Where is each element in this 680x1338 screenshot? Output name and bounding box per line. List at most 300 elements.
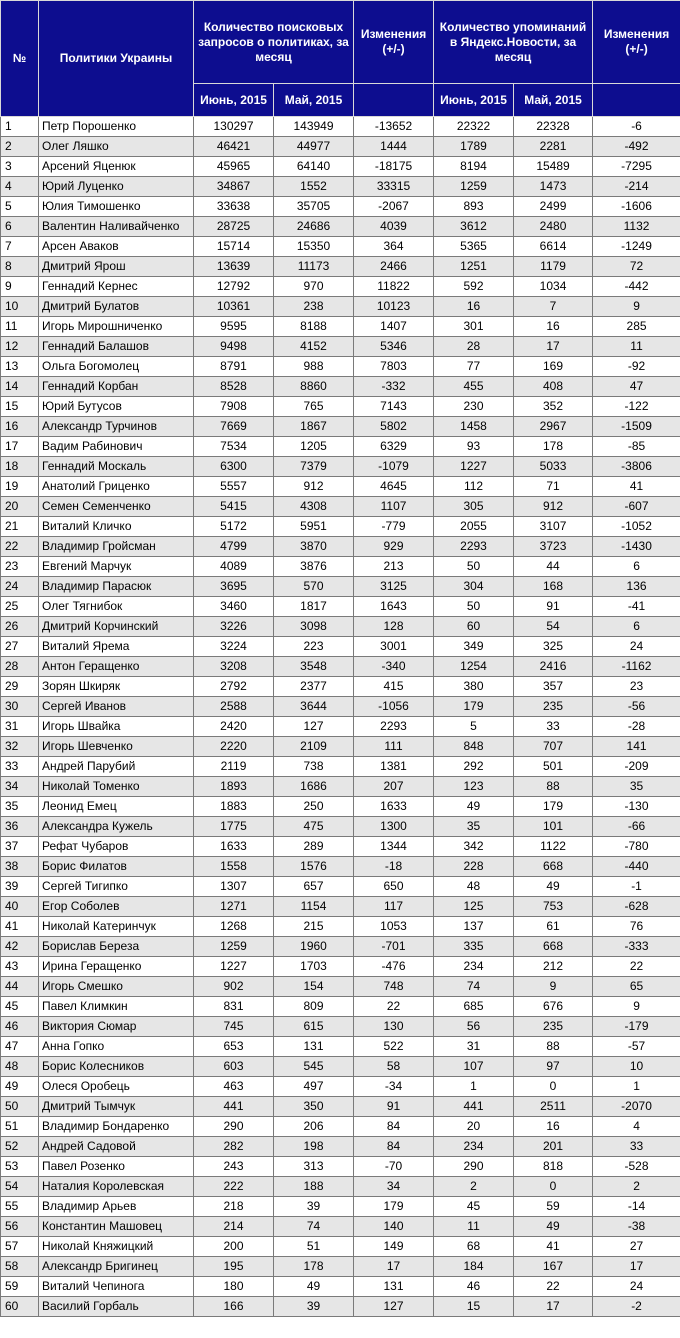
cell-search-may: 127 — [274, 717, 354, 737]
cell-rank: 3 — [1, 157, 39, 177]
header-search-june: Июнь, 2015 — [194, 84, 274, 117]
cell-search-june: 745 — [194, 1017, 274, 1037]
cell-news-may: 676 — [514, 997, 593, 1017]
cell-news-may: 2511 — [514, 1097, 593, 1117]
cell-rank: 41 — [1, 917, 39, 937]
cell-news-june: 1254 — [434, 657, 514, 677]
cell-news-change: 23 — [593, 677, 680, 697]
cell-news-may: 668 — [514, 937, 593, 957]
cell-news-june: 45 — [434, 1197, 514, 1217]
cell-search-june: 10361 — [194, 297, 274, 317]
header-politicians: Политики Украины — [39, 1, 194, 117]
cell-search-june: 463 — [194, 1077, 274, 1097]
cell-news-change: -1430 — [593, 537, 680, 557]
cell-news-may: 61 — [514, 917, 593, 937]
table-row — [1, 1257, 680, 1277]
cell-news-may: 2480 — [514, 217, 593, 237]
table-row — [1, 357, 680, 377]
cell-news-change: -628 — [593, 897, 680, 917]
cell-search-change: 207 — [354, 777, 434, 797]
cell-search-change: -2067 — [354, 197, 434, 217]
cell-search-june: 7669 — [194, 417, 274, 437]
cell-news-june: 592 — [434, 277, 514, 297]
cell-rank: 37 — [1, 837, 39, 857]
cell-search-june: 6300 — [194, 457, 274, 477]
cell-politician-name: Игорь Мирошниченко — [39, 317, 194, 337]
cell-rank: 2 — [1, 137, 39, 157]
table-row — [1, 157, 680, 177]
cell-news-june: 5365 — [434, 237, 514, 257]
cell-politician-name: Василий Горбаль — [39, 1297, 194, 1317]
table-row — [1, 1217, 680, 1237]
cell-politician-name: Дмитрий Ярош — [39, 257, 194, 277]
cell-search-change: 131 — [354, 1277, 434, 1297]
cell-search-change: 58 — [354, 1057, 434, 1077]
table-row — [1, 837, 680, 857]
cell-news-may: 33 — [514, 717, 593, 737]
cell-search-june: 33638 — [194, 197, 274, 217]
cell-search-may: 39 — [274, 1197, 354, 1217]
cell-search-may: 51 — [274, 1237, 354, 1257]
cell-politician-name: Геннадий Кернес — [39, 277, 194, 297]
cell-news-june: 848 — [434, 737, 514, 757]
header-news-change: Изменения (+/-) — [593, 1, 680, 84]
cell-politician-name: Олег Ляшко — [39, 137, 194, 157]
cell-search-june: 2420 — [194, 717, 274, 737]
cell-news-may: 44 — [514, 557, 593, 577]
cell-news-change: -3806 — [593, 457, 680, 477]
cell-news-june: 74 — [434, 977, 514, 997]
table-row — [1, 917, 680, 937]
cell-news-june: 1259 — [434, 177, 514, 197]
cell-search-may: 1703 — [274, 957, 354, 977]
cell-news-may: 22 — [514, 1277, 593, 1297]
cell-politician-name: Игорь Швайка — [39, 717, 194, 737]
cell-search-may: 765 — [274, 397, 354, 417]
table-row — [1, 377, 680, 397]
cell-news-change: -1606 — [593, 197, 680, 217]
cell-news-june: 48 — [434, 877, 514, 897]
cell-politician-name: Владимир Гройсман — [39, 537, 194, 557]
cell-news-june: 16 — [434, 297, 514, 317]
cell-news-may: 352 — [514, 397, 593, 417]
cell-rank: 59 — [1, 1277, 39, 1297]
cell-politician-name: Владимир Парасюк — [39, 577, 194, 597]
cell-search-change: 34 — [354, 1177, 434, 1197]
cell-news-june: 304 — [434, 577, 514, 597]
header-search-may: Май, 2015 — [274, 84, 354, 117]
cell-rank: 50 — [1, 1097, 39, 1117]
table-row — [1, 877, 680, 897]
cell-news-may: 0 — [514, 1177, 593, 1197]
cell-rank: 39 — [1, 877, 39, 897]
cell-search-may: 970 — [274, 277, 354, 297]
cell-news-june: 56 — [434, 1017, 514, 1037]
cell-search-change: 130 — [354, 1017, 434, 1037]
cell-search-june: 902 — [194, 977, 274, 997]
header-search-change: Изменения (+/-) — [354, 1, 434, 84]
header-news-mentions: Количество упоминаний в Яндекс.Новости, за месяц — [434, 1, 593, 84]
cell-politician-name: Олег Тягнибок — [39, 597, 194, 617]
cell-search-may: 2109 — [274, 737, 354, 757]
cell-search-may: 1205 — [274, 437, 354, 457]
cell-search-june: 1259 — [194, 937, 274, 957]
cell-news-may: 9 — [514, 977, 593, 997]
cell-search-change: 91 — [354, 1097, 434, 1117]
table-row — [1, 937, 680, 957]
cell-politician-name: Борис Колесников — [39, 1057, 194, 1077]
cell-rank: 51 — [1, 1117, 39, 1137]
cell-news-may: 167 — [514, 1257, 593, 1277]
cell-search-may: 74 — [274, 1217, 354, 1237]
cell-search-may: 570 — [274, 577, 354, 597]
cell-news-may: 17 — [514, 1297, 593, 1317]
cell-search-may: 49 — [274, 1277, 354, 1297]
cell-search-may: 24686 — [274, 217, 354, 237]
cell-search-change: -70 — [354, 1157, 434, 1177]
cell-news-may: 818 — [514, 1157, 593, 1177]
cell-search-june: 1268 — [194, 917, 274, 937]
cell-politician-name: Дмитрий Тымчук — [39, 1097, 194, 1117]
cell-news-may: 235 — [514, 1017, 593, 1037]
cell-news-june: 137 — [434, 917, 514, 937]
cell-news-change: -130 — [593, 797, 680, 817]
cell-search-june: 1893 — [194, 777, 274, 797]
table-row — [1, 997, 680, 1017]
header-news-may: Май, 2015 — [514, 84, 593, 117]
table-row — [1, 317, 680, 337]
cell-rank: 38 — [1, 857, 39, 877]
cell-search-change: 2466 — [354, 257, 434, 277]
cell-news-change: 6 — [593, 557, 680, 577]
cell-news-june: 441 — [434, 1097, 514, 1117]
cell-news-change: -2070 — [593, 1097, 680, 1117]
cell-search-may: 1576 — [274, 857, 354, 877]
cell-politician-name: Олеся Оробець — [39, 1077, 194, 1097]
cell-news-change: -1249 — [593, 237, 680, 257]
cell-rank: 25 — [1, 597, 39, 617]
cell-news-change: 11 — [593, 337, 680, 357]
cell-news-may: 16 — [514, 1117, 593, 1137]
header-num: № — [1, 1, 39, 117]
cell-news-change: 9 — [593, 997, 680, 1017]
cell-rank: 1 — [1, 117, 39, 137]
cell-rank: 53 — [1, 1157, 39, 1177]
cell-news-june: 455 — [434, 377, 514, 397]
cell-politician-name: Владимир Арьев — [39, 1197, 194, 1217]
cell-search-may: 188 — [274, 1177, 354, 1197]
cell-news-may: 501 — [514, 757, 593, 777]
cell-search-change: 213 — [354, 557, 434, 577]
cell-news-june: 301 — [434, 317, 514, 337]
cell-search-june: 3224 — [194, 637, 274, 657]
cell-news-june: 77 — [434, 357, 514, 377]
cell-search-june: 2588 — [194, 697, 274, 717]
cell-news-june: 11 — [434, 1217, 514, 1237]
cell-rank: 56 — [1, 1217, 39, 1237]
cell-search-change: 6329 — [354, 437, 434, 457]
cell-news-june: 342 — [434, 837, 514, 857]
cell-news-june: 335 — [434, 937, 514, 957]
cell-news-may: 408 — [514, 377, 593, 397]
cell-politician-name: Игорь Смешко — [39, 977, 194, 997]
cell-search-may: 178 — [274, 1257, 354, 1277]
cell-search-change: -332 — [354, 377, 434, 397]
cell-search-change: 7143 — [354, 397, 434, 417]
cell-news-june: 234 — [434, 1137, 514, 1157]
cell-news-change: 27 — [593, 1237, 680, 1257]
cell-news-may: 49 — [514, 1217, 593, 1237]
cell-search-change: 5802 — [354, 417, 434, 437]
cell-news-may: 912 — [514, 497, 593, 517]
table-row — [1, 257, 680, 277]
cell-search-may: 3644 — [274, 697, 354, 717]
cell-politician-name: Леонид Емец — [39, 797, 194, 817]
cell-search-change: -701 — [354, 937, 434, 957]
table-body — [1, 117, 680, 1317]
cell-news-may: 178 — [514, 437, 593, 457]
cell-search-change: 84 — [354, 1117, 434, 1137]
cell-news-june: 46 — [434, 1277, 514, 1297]
table-row — [1, 137, 680, 157]
cell-politician-name: Николай Томенко — [39, 777, 194, 797]
cell-news-june: 22322 — [434, 117, 514, 137]
cell-search-may: 1552 — [274, 177, 354, 197]
cell-news-change: 33 — [593, 1137, 680, 1157]
cell-search-change: 127 — [354, 1297, 434, 1317]
cell-search-change: 149 — [354, 1237, 434, 1257]
table-row — [1, 897, 680, 917]
cell-news-may: 212 — [514, 957, 593, 977]
cell-rank: 28 — [1, 657, 39, 677]
cell-politician-name: Виталий Кличко — [39, 517, 194, 537]
cell-search-may: 154 — [274, 977, 354, 997]
cell-news-change: 65 — [593, 977, 680, 997]
cell-politician-name: Борислав Береза — [39, 937, 194, 957]
cell-news-may: 357 — [514, 677, 593, 697]
cell-news-change: 1 — [593, 1077, 680, 1097]
table-row — [1, 657, 680, 677]
cell-news-change: 2 — [593, 1177, 680, 1197]
cell-news-may: 3107 — [514, 517, 593, 537]
cell-news-change: 41 — [593, 477, 680, 497]
cell-news-may: 2499 — [514, 197, 593, 217]
cell-news-june: 50 — [434, 597, 514, 617]
cell-news-change: -2 — [593, 1297, 680, 1317]
table-row — [1, 1097, 680, 1117]
cell-politician-name: Александра Кужель — [39, 817, 194, 837]
cell-politician-name: Анна Гопко — [39, 1037, 194, 1057]
cell-news-may: 1034 — [514, 277, 593, 297]
header-news-june: Июнь, 2015 — [434, 84, 514, 117]
cell-news-change: 141 — [593, 737, 680, 757]
cell-search-june: 1775 — [194, 817, 274, 837]
table-row — [1, 1177, 680, 1197]
cell-search-change: 364 — [354, 237, 434, 257]
cell-search-change: 748 — [354, 977, 434, 997]
cell-search-june: 9595 — [194, 317, 274, 337]
cell-news-may: 54 — [514, 617, 593, 637]
table-row — [1, 1057, 680, 1077]
cell-news-change: -1509 — [593, 417, 680, 437]
cell-search-may: 143949 — [274, 117, 354, 137]
cell-news-may: 668 — [514, 857, 593, 877]
cell-rank: 40 — [1, 897, 39, 917]
cell-rank: 49 — [1, 1077, 39, 1097]
cell-news-change: -1 — [593, 877, 680, 897]
cell-search-change: 128 — [354, 617, 434, 637]
table-row — [1, 637, 680, 657]
cell-news-june: 292 — [434, 757, 514, 777]
cell-search-change: 1633 — [354, 797, 434, 817]
cell-search-may: 11173 — [274, 257, 354, 277]
table-row — [1, 1277, 680, 1297]
cell-search-change: 1344 — [354, 837, 434, 857]
cell-politician-name: Павел Климкин — [39, 997, 194, 1017]
cell-search-june: 1307 — [194, 877, 274, 897]
cell-news-change: -179 — [593, 1017, 680, 1037]
cell-search-may: 1960 — [274, 937, 354, 957]
cell-search-change: 522 — [354, 1037, 434, 1057]
cell-politician-name: Юлия Тимошенко — [39, 197, 194, 217]
table-row — [1, 1137, 680, 1157]
cell-politician-name: Геннадий Корбан — [39, 377, 194, 397]
cell-search-may: 657 — [274, 877, 354, 897]
cell-search-june: 7534 — [194, 437, 274, 457]
table-row — [1, 197, 680, 217]
cell-news-may: 7 — [514, 297, 593, 317]
cell-news-change: -7295 — [593, 157, 680, 177]
cell-politician-name: Геннадий Балашов — [39, 337, 194, 357]
cell-news-change: -56 — [593, 697, 680, 717]
cell-search-may: 313 — [274, 1157, 354, 1177]
cell-news-june: 15 — [434, 1297, 514, 1317]
cell-news-change: -14 — [593, 1197, 680, 1217]
cell-search-change: -340 — [354, 657, 434, 677]
cell-search-change: 5346 — [354, 337, 434, 357]
table-row — [1, 757, 680, 777]
cell-search-may: 475 — [274, 817, 354, 837]
cell-politician-name: Наталия Королевская — [39, 1177, 194, 1197]
cell-news-change: -607 — [593, 497, 680, 517]
cell-news-change: -85 — [593, 437, 680, 457]
cell-news-june: 305 — [434, 497, 514, 517]
cell-news-change: -57 — [593, 1037, 680, 1057]
cell-search-change: 10123 — [354, 297, 434, 317]
cell-news-june: 290 — [434, 1157, 514, 1177]
cell-search-may: 350 — [274, 1097, 354, 1117]
cell-politician-name: Николай Княжицкий — [39, 1237, 194, 1257]
table-row — [1, 537, 680, 557]
cell-news-change: -28 — [593, 717, 680, 737]
cell-rank: 20 — [1, 497, 39, 517]
cell-news-may: 3723 — [514, 537, 593, 557]
cell-search-change: 111 — [354, 737, 434, 757]
cell-search-june: 214 — [194, 1217, 274, 1237]
cell-rank: 24 — [1, 577, 39, 597]
cell-search-change: 84 — [354, 1137, 434, 1157]
cell-rank: 31 — [1, 717, 39, 737]
cell-search-june: 15714 — [194, 237, 274, 257]
cell-rank: 18 — [1, 457, 39, 477]
cell-politician-name: Арсений Яценюк — [39, 157, 194, 177]
table-row — [1, 817, 680, 837]
cell-news-change: 6 — [593, 617, 680, 637]
table-row — [1, 1237, 680, 1257]
cell-news-june: 1251 — [434, 257, 514, 277]
cell-news-change: -1162 — [593, 657, 680, 677]
cell-search-change: -13652 — [354, 117, 434, 137]
cell-politician-name: Ирина Геращенко — [39, 957, 194, 977]
cell-news-change: 10 — [593, 1057, 680, 1077]
cell-news-may: 1179 — [514, 257, 593, 277]
cell-news-may: 59 — [514, 1197, 593, 1217]
cell-news-change: -1052 — [593, 517, 680, 537]
cell-search-june: 3208 — [194, 657, 274, 677]
cell-news-change: -214 — [593, 177, 680, 197]
cell-rank: 14 — [1, 377, 39, 397]
cell-news-may: 5033 — [514, 457, 593, 477]
cell-news-change: 4 — [593, 1117, 680, 1137]
cell-search-may: 988 — [274, 357, 354, 377]
cell-search-june: 2792 — [194, 677, 274, 697]
cell-search-may: 809 — [274, 997, 354, 1017]
cell-rank: 13 — [1, 357, 39, 377]
cell-politician-name: Валентин Наливайченко — [39, 217, 194, 237]
cell-search-june: 28725 — [194, 217, 274, 237]
cell-rank: 17 — [1, 437, 39, 457]
cell-search-june: 4089 — [194, 557, 274, 577]
cell-news-may: 41 — [514, 1237, 593, 1257]
cell-rank: 22 — [1, 537, 39, 557]
cell-search-may: 3876 — [274, 557, 354, 577]
cell-news-change: -38 — [593, 1217, 680, 1237]
cell-rank: 58 — [1, 1257, 39, 1277]
cell-news-june: 50 — [434, 557, 514, 577]
cell-news-may: 6614 — [514, 237, 593, 257]
cell-search-june: 3460 — [194, 597, 274, 617]
cell-news-may: 2281 — [514, 137, 593, 157]
cell-search-change: -779 — [354, 517, 434, 537]
cell-rank: 15 — [1, 397, 39, 417]
cell-news-june: 349 — [434, 637, 514, 657]
cell-search-june: 282 — [194, 1137, 274, 1157]
cell-rank: 29 — [1, 677, 39, 697]
cell-search-june: 5557 — [194, 477, 274, 497]
table-row — [1, 457, 680, 477]
cell-rank: 55 — [1, 1197, 39, 1217]
cell-news-change: 17 — [593, 1257, 680, 1277]
cell-news-june: 93 — [434, 437, 514, 457]
cell-search-may: 912 — [274, 477, 354, 497]
table-row — [1, 517, 680, 537]
cell-news-june: 1227 — [434, 457, 514, 477]
cell-politician-name: Петр Порошенко — [39, 117, 194, 137]
cell-news-june: 68 — [434, 1237, 514, 1257]
cell-news-june: 31 — [434, 1037, 514, 1057]
table-row — [1, 497, 680, 517]
cell-news-change: 136 — [593, 577, 680, 597]
cell-news-june: 228 — [434, 857, 514, 877]
table-row — [1, 597, 680, 617]
cell-search-change: 1053 — [354, 917, 434, 937]
cell-rank: 16 — [1, 417, 39, 437]
cell-news-june: 8194 — [434, 157, 514, 177]
cell-news-june: 123 — [434, 777, 514, 797]
cell-news-june: 685 — [434, 997, 514, 1017]
cell-search-june: 45965 — [194, 157, 274, 177]
table-row — [1, 697, 680, 717]
